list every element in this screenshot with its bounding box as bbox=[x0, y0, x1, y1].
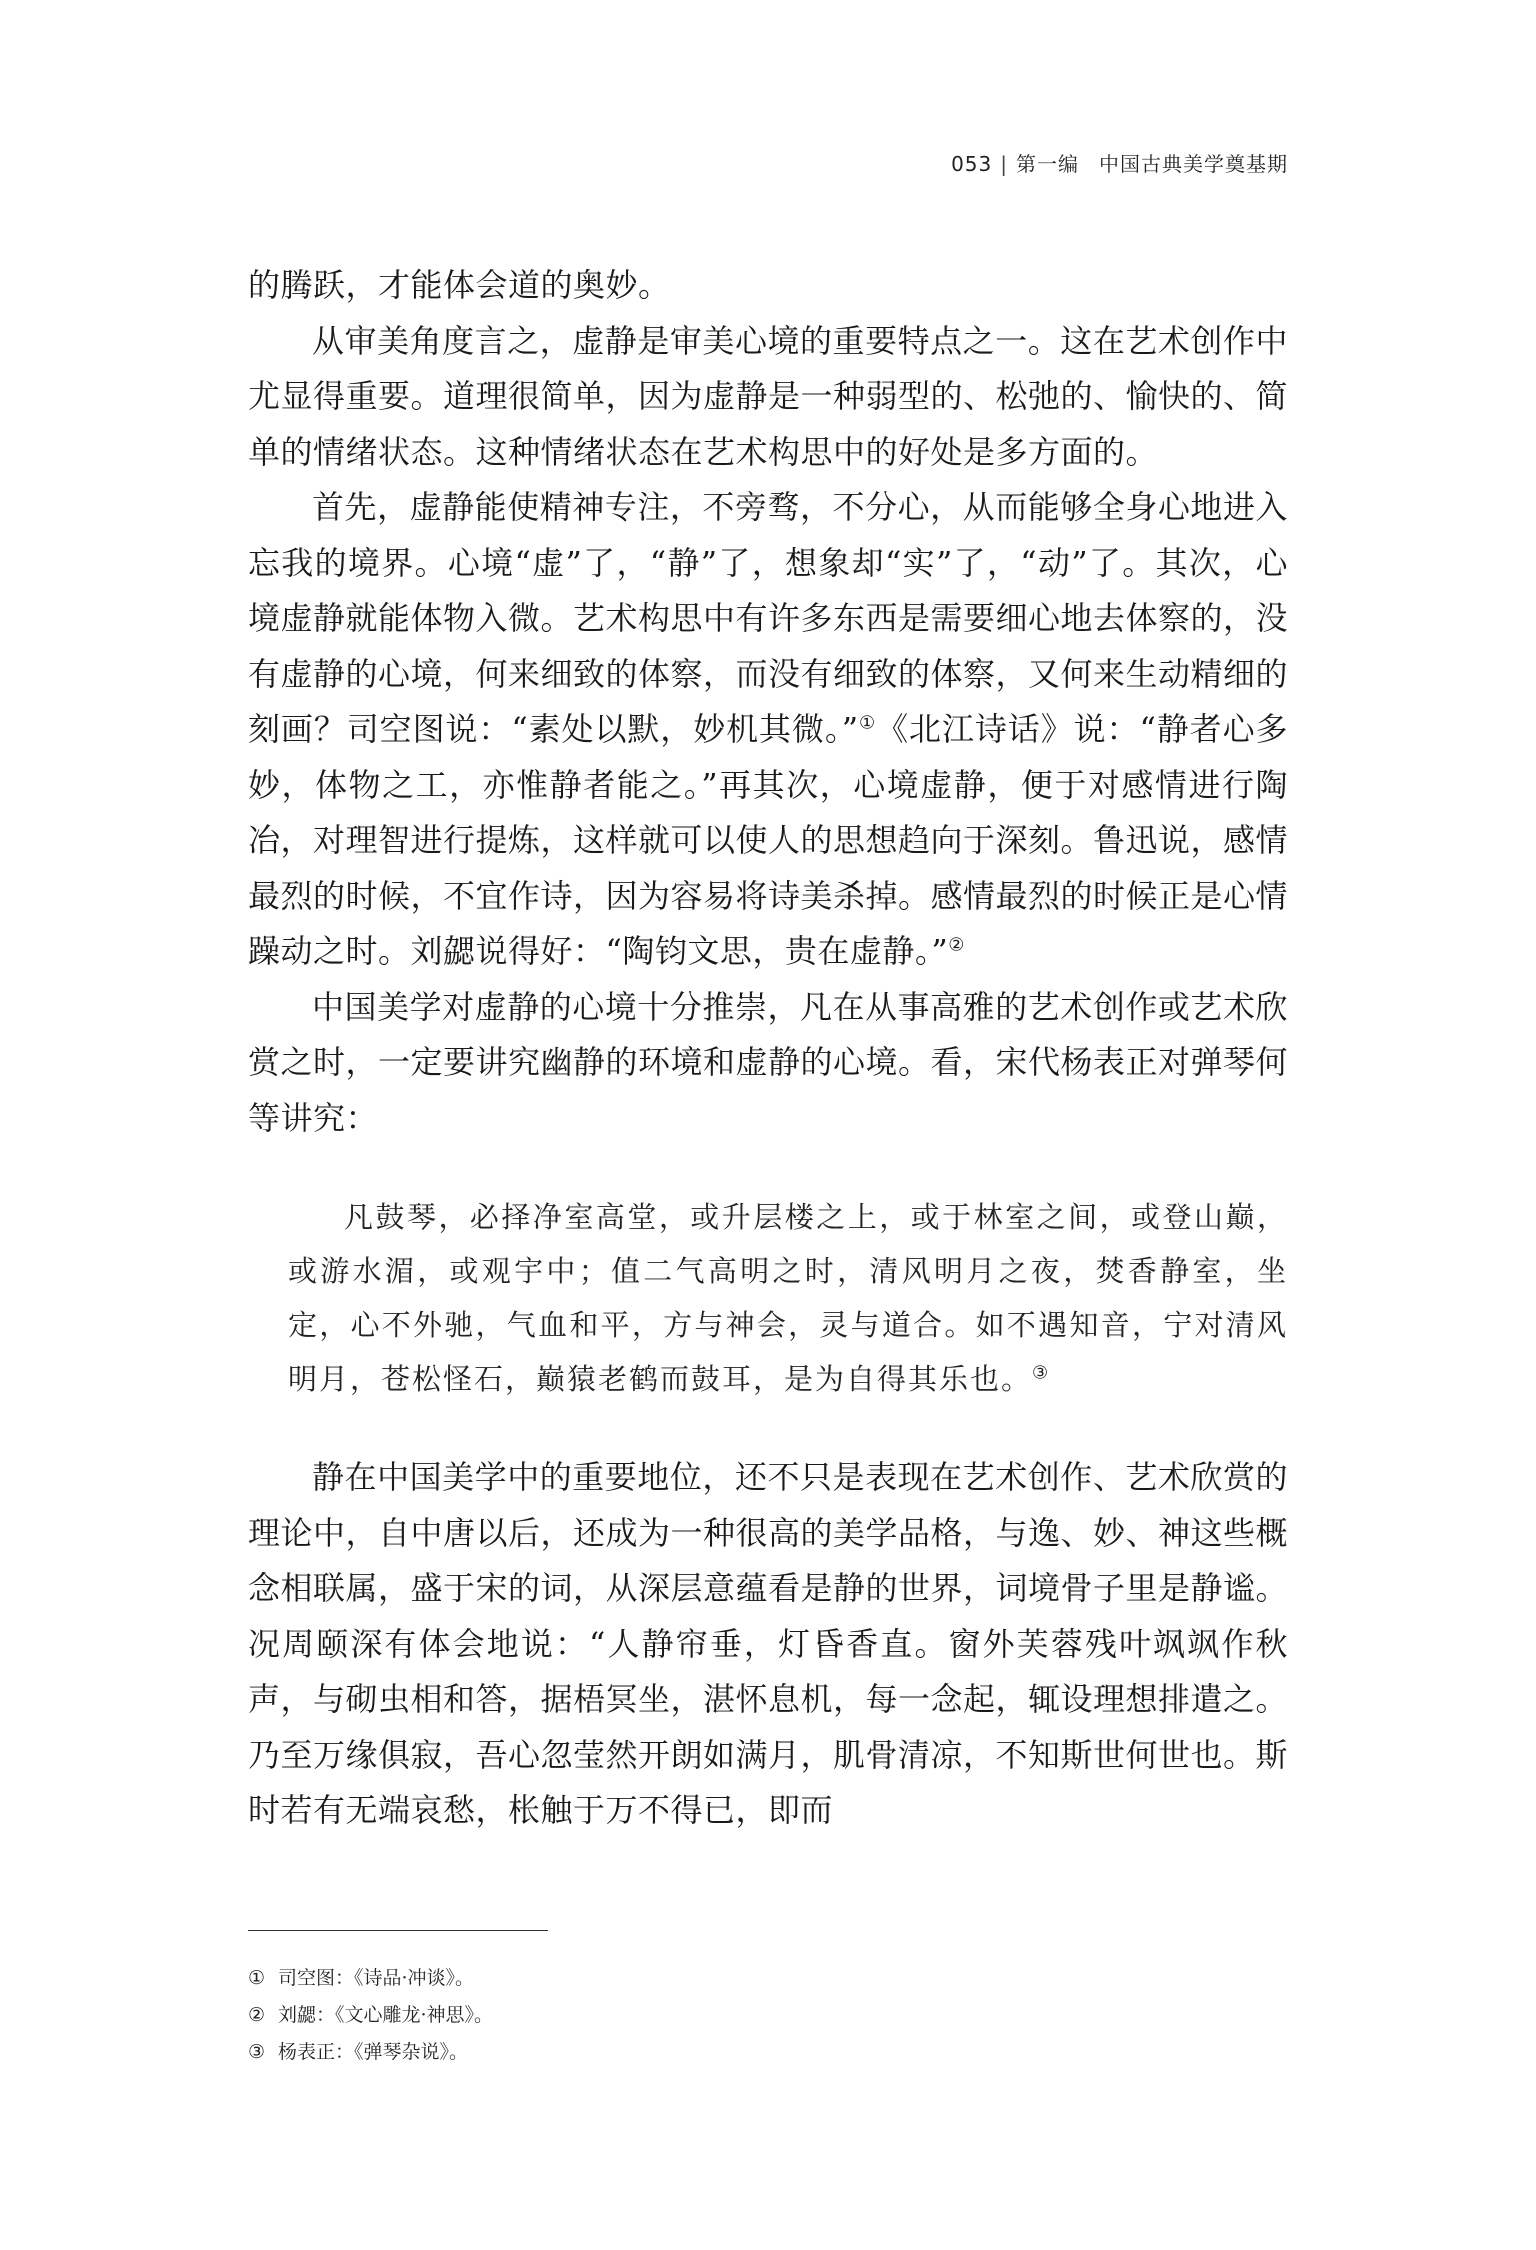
header-separator: | bbox=[1000, 152, 1008, 176]
footnote-2 bbox=[248, 1997, 493, 2034]
part-label: 第一编 bbox=[1016, 152, 1079, 176]
paragraph-text: 从审美角度言之，虚静是审美心境的重要特点之一。这在艺术创作中尤显得重要。道理很简单，因为虚静是一种弱型的、松弛的、愉快的、简单的情绪状态。这种情绪状态在艺术构思中的好处是多方面的。 bbox=[248, 321, 1289, 471]
paragraph-text: 中国美学对虚静的心境十分推崇，凡在从事高雅的艺术创作或艺术欣赏之时，一定要讲究幽静的环境和虚静的心境。看，宋代杨表正对弹琴何等讲究： bbox=[248, 987, 1289, 1137]
footnote-mark: ① bbox=[248, 1967, 266, 1989]
footnote-text: 司空图：《诗品·冲谈》。 bbox=[278, 1967, 475, 1989]
footnote-ref-1[interactable]: ① bbox=[858, 712, 877, 734]
footnote-divider bbox=[248, 1930, 548, 1931]
footnote-1 bbox=[248, 1960, 493, 1997]
paragraph-continuation bbox=[248, 258, 1288, 314]
footnote-ref-3[interactable]: ③ bbox=[1032, 1362, 1051, 1384]
body-text bbox=[248, 258, 1288, 1839]
paragraph-text: 《北江诗话》说：“静者心多妙，体物之工，亦惟静者能之。”再其次，心境虚静，便于对感情进行陶冶，对理智进行提炼，这样就可以使人的思想趋向于深刻。鲁迅说，感情最烈的时候，不宜作诗，因为容易将诗美杀掉。感情最烈的时候正是心情躁动之时。刘勰说得好：“陶钧文思，贵在虚静。” bbox=[248, 710, 1289, 970]
paragraph-text: 的腾跃，才能体会道的奥妙。 bbox=[248, 266, 671, 304]
footnotes bbox=[248, 1960, 493, 2071]
paragraph-importance-of-stillness bbox=[248, 1450, 1288, 1839]
footnote-mark: ③ bbox=[248, 2041, 266, 2063]
footnote-text: 刘勰：《文心雕龙·神思》。 bbox=[278, 2004, 494, 2026]
footnote-3 bbox=[248, 2034, 493, 2071]
footnote-ref-2[interactable]: ② bbox=[948, 934, 965, 956]
page-number: 053 bbox=[951, 152, 993, 176]
block-quote bbox=[248, 1190, 1288, 1406]
quote-text-wrapper bbox=[288, 1190, 1288, 1406]
running-header bbox=[951, 148, 1288, 177]
paragraph-text: 首先，虚静能使精神专注，不旁骛，不分心，从而能够全身心地进入忘我的境界。心境“虚”了，“静”了，想象却“实”了，“动”了。其次，心境虚静就能体物入微。艺术构思中有许多东西是需要细心地去体察的，没有虚静的心境，何来细致的体察，而没有细致的体察，又何来生动精细的刻画？司空图说：“素处以默，妙机其微。” bbox=[248, 488, 1289, 748]
paragraph-chinese-aesthetics bbox=[248, 980, 1288, 1147]
footnote-text: 杨表正：《弹琴杂说》。 bbox=[278, 2041, 469, 2063]
paragraph-text: 静在中国美学中的重要地位，还不只是表现在艺术创作、艺术欣赏的理论中，自中唐以后，还成为一种很高的美学品格，与逸、妙、神这些概念相联属，盛于宋的词，从深层意蕴看是静的世界，词境骨子里是静谧。况周颐深有体会地说：“人静帘垂，灯昏香直。窗外芙蓉残叶飒飒作秋声，与砌虫相和答，据梧冥坐，湛怀息机，每一念起，辄设理想排遣之。乃至万缘俱寂，吾心忽莹然开朗如满月，肌骨清凉，不知斯世何世也。斯时若有无端哀愁，枨触于万不得已，即而 bbox=[248, 1458, 1289, 1829]
footnote-mark: ② bbox=[248, 2004, 266, 2026]
paragraph-aesthetic-perspective bbox=[248, 314, 1288, 481]
quote-text: 凡鼓琴，必择净室高堂，或升层楼之上，或于林室之间，或登山巅，或游水湄，或观宇中；值二气高明之时，清风明月之夜，焚香静室，坐定，心不外驰，气血和平，方与神会，灵与道合。如不遇知音，宁对清风明月，苍松怪石，巅猿老鹤而鼓耳，是为自得其乐也。 bbox=[288, 1200, 1288, 1396]
book-section-title: 中国古典美学奠基期 bbox=[1099, 152, 1288, 176]
paragraph-first-benefits bbox=[248, 480, 1288, 980]
